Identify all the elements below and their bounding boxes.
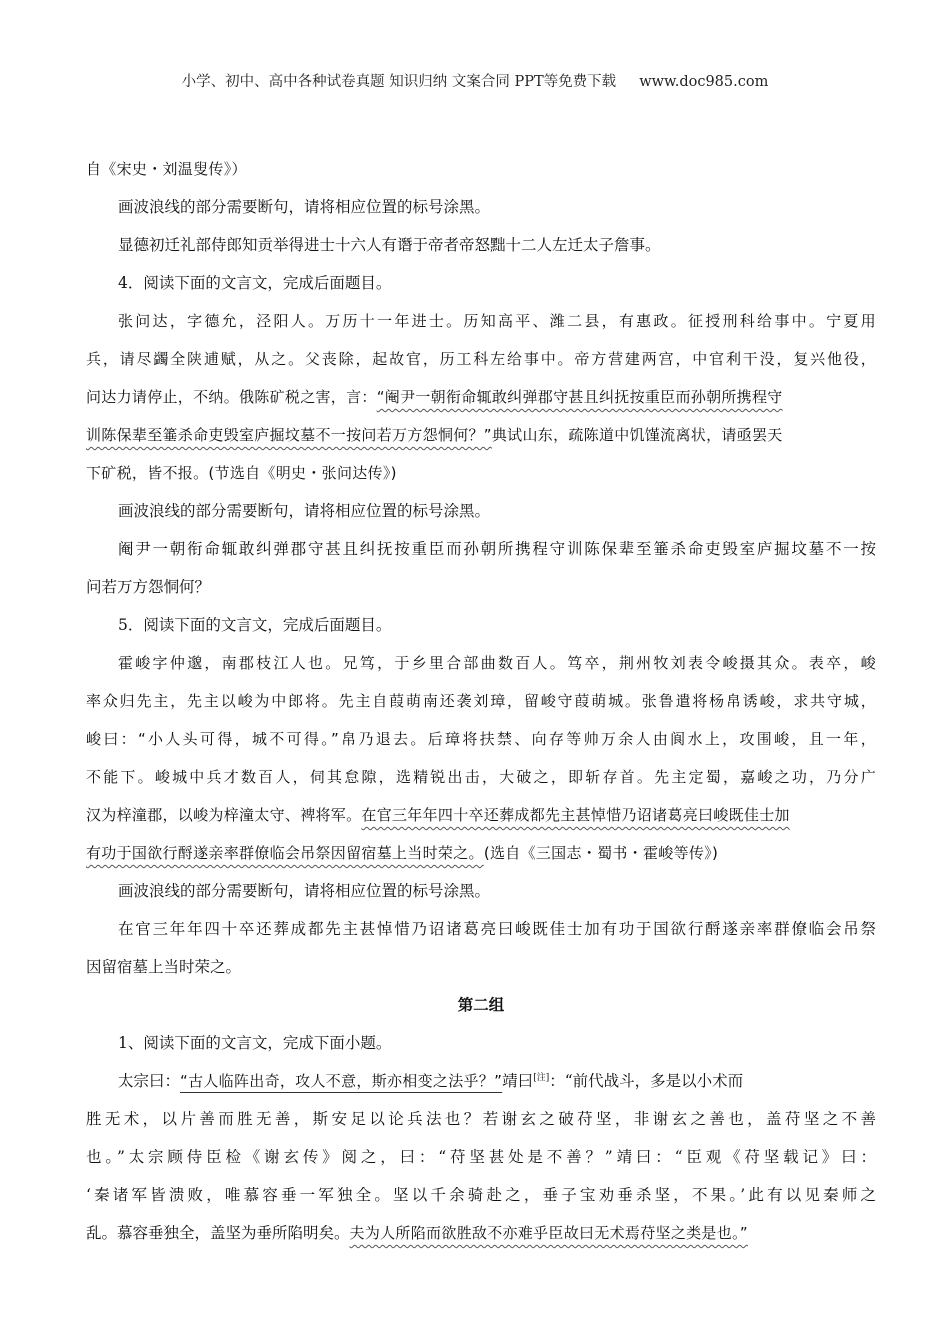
- q4-title: 4．阅读下面的文言文，完成后面题目。: [118, 274, 392, 292]
- q5-passage-text: 汉为梓潼郡，以峻为梓潼太守、裨将军。: [86, 806, 362, 824]
- q5-passage-line-1: 霍峻字仲邈，南郡枝江人也。兄笃，于乡里合部曲数百人。笃卒，荆州牧刘表令峻摄其众。表卒，峻: [118, 654, 876, 672]
- q3-source: 自《宋史・刘温叟传》）: [86, 160, 247, 178]
- g2-passage-line-3: 也。”太宗顾侍臣检《谢玄传》阅之，曰：“苻坚甚处是不善？”靖曰：“臣观《苻坚载记》曰：: [86, 1148, 876, 1166]
- q5-passage-line-5: [86, 796, 876, 834]
- q5-passage-line-6: [86, 834, 876, 872]
- q4-passage-line-5: 下矿税，皆不报。(节选自《明史・张问达传》): [86, 464, 397, 482]
- q4-instruction: 画波浪线的部分需要断句，请将相应位置的标号涂黑。: [118, 502, 491, 520]
- wavy-underlined-text: 训陈保辈至箠杀命吏毁室庐掘坟墓不一按问若万方怨恫何？”: [86, 426, 492, 444]
- section-title: 第二组: [457, 995, 505, 1014]
- q5-sentence-line-2: 因留宿墓上当时荣之。: [86, 958, 242, 976]
- q4-passage-line-2: 兵，请尽蠲全陕逋赋，从之。父丧除，起故官，历工科左给事中。帝方营建两宫，中官利干没，复兴他役，: [86, 350, 876, 368]
- q5-passage-line-3: 峻曰：“小人头可得，城不可得。”帛乃退去。后璋将扶禁、向存等帅万余人由阆水上，攻围峻，且一年，: [86, 730, 876, 748]
- q5-passage-line-2: 率众归先主，先主以峻为中郎将。先主自葭萌南还袭刘璋，留峻守葭萌城。张鲁遣将杨帛诱峻，求共守城，: [86, 692, 876, 710]
- wavy-underlined-text: 夫为人所陷而欲胜敌不亦难乎臣故曰无术焉苻坚之类是也。”: [349, 1224, 748, 1242]
- q5-instruction: 画波浪线的部分需要断句，请将相应位置的标号涂黑。: [118, 882, 491, 900]
- q5-title: 5．阅读下面的文言文，完成后面题目。: [118, 616, 392, 634]
- underlined-text: “古人临阵出奇，攻人不意，斯亦相变之法乎？”: [180, 1072, 503, 1090]
- g2-passage-text: 靖曰: [502, 1072, 534, 1090]
- g2-passage-line-1: [86, 1062, 876, 1100]
- g2-passage-text: ：“前代战斗，多是以小术而: [549, 1072, 744, 1090]
- q5-passage-line-4: 不能下。峻城中兵才数百人，伺其怠隙，选精锐出击，大破之，即斩存首。先主定蜀，嘉峻之功，乃分广: [86, 768, 876, 786]
- q4-passage-text: 问达力请停止，不纳。俄陈矿税之害，言：: [86, 388, 377, 406]
- wavy-underlined-text: 有功于国欲行酹遂亲率群僚临会吊祭因留宿墓上当时荣之。: [86, 844, 484, 862]
- q3-instruction: 画波浪线的部分需要断句，请将相应位置的标号涂黑。: [118, 198, 491, 216]
- q3-sentence: 显德初迁礼部侍郎知贡举得进士十六人有谮于帝者帝怒黜十二人左迁太子詹事。: [118, 236, 661, 254]
- footnote-marker: [注]: [533, 1072, 550, 1083]
- wavy-underlined-text: “阉尹一朝衔命辄敢纠弹郡守甚且纠抚按重臣而孙朝所携程守: [376, 388, 783, 406]
- g2-passage-line-2: 胜无术，以片善而胜无善，斯安足以论兵法也？若谢玄之破苻坚，非谢玄之善也，盖苻坚之不善: [86, 1110, 876, 1128]
- q4-passage-line-1: 张问达，字德允，泾阳人。万历十一年进士。历知高平、潍二县，有惠政。征授刑科给事中。宁夏用: [118, 312, 876, 330]
- g2-passage-line-5: [86, 1214, 876, 1252]
- g2-passage-line-4: ‘秦诸军皆溃败，唯慕容垂一军独全。坚以千余骑赴之，垂子宝劝垂杀坚，不果。’此有以见秦师之: [86, 1186, 876, 1204]
- q4-sentence-line-2: 问若万方怨恫何？: [86, 578, 211, 596]
- g2-passage-text: 太宗曰：: [118, 1072, 181, 1090]
- page-header: [0, 70, 950, 91]
- g2-q1-title: 1、阅读下面的文言文，完成下面小题。: [118, 1034, 392, 1052]
- wavy-underlined-text: 在官三年年四十卒还葬成都先主甚悼惜乃诏诸葛亮曰峻既佳士加: [361, 806, 790, 824]
- header-text: 小学、初中、高中各种试卷真题 知识归纳 文案合同 PPT等免费下载: [181, 74, 617, 90]
- g2-passage-text: 乱。慕容垂独全，盖坚为垂所陷明矣。: [86, 1224, 350, 1242]
- q5-source: (选自《三国志・蜀书・霍峻等传》): [483, 844, 719, 862]
- document-body: [86, 150, 876, 1252]
- header-url[interactable]: www.doc985.com: [639, 74, 769, 90]
- q4-passage-line-3: [86, 378, 876, 416]
- q4-sentence-line-1: 阉尹一朝衔命辄敢纠弹郡守甚且纠抚按重臣而孙朝所携程守训陈保辈至箠杀命吏毁室庐掘坟墓不一按: [118, 540, 876, 558]
- q4-passage-line-4: [86, 416, 876, 454]
- q4-passage-text: 典试山东，疏陈道中饥馑流离状，请亟罢天: [491, 426, 783, 444]
- q5-sentence-line-1: 在官三年年四十卒还葬成都先主甚悼惜乃诏诸葛亮曰峻既佳士加有功于国欲行酹遂亲率群僚临会吊祭: [118, 920, 876, 938]
